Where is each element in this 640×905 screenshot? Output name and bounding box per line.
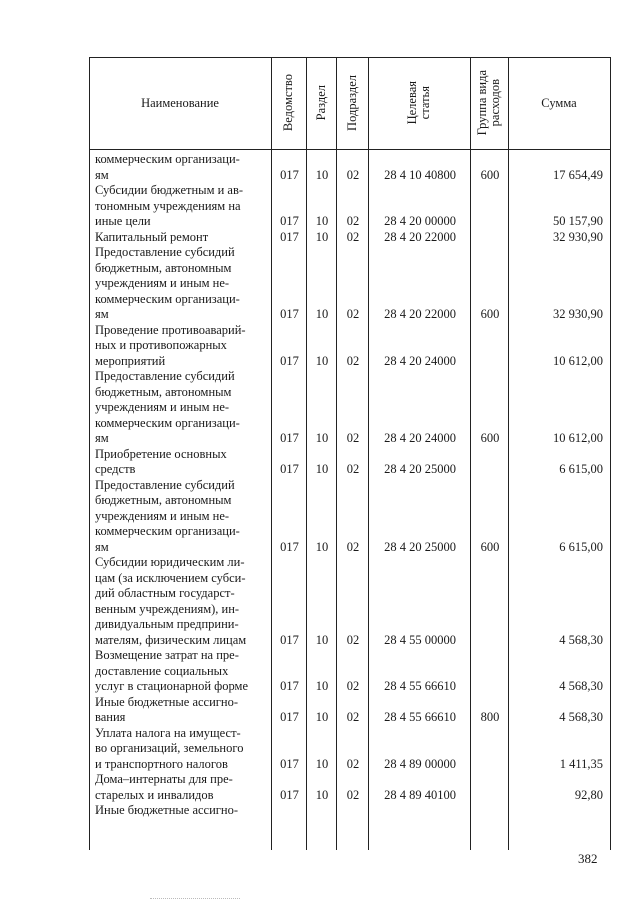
row-name-line: ных и противопожарных [95,338,227,352]
row-razdel: 10 [315,214,329,228]
header-gruppa-label-1: Группа вида [475,70,489,136]
row-razdel: 10 [315,679,329,693]
header-celevaya-label-1: Целевая [405,81,419,125]
row-name [95,323,264,370]
row-celevaya-statya: 28 4 20 24000 [384,431,456,445]
row-name-line: учреждениям и иным не- [95,400,230,414]
row-name [95,183,264,230]
row-name-line: ям [95,167,109,182]
row-razdel: 10 [315,353,329,368]
row-name [95,555,264,648]
header-podrazdel [336,57,368,149]
row-vedomstvo: 017 [280,229,299,244]
header-celevaya-label-2: статья [418,86,432,120]
row-celevaya-statya: 28 4 10 40800 [384,167,456,182]
row-gruppa: 800 [480,710,500,724]
row-name-line: коммерческим организаци- [95,524,240,538]
row-name [95,245,264,323]
header-divider [89,149,611,150]
row-name-line: Уплата налога на имущест- [95,725,241,740]
row-gruppa: 600 [480,431,500,445]
row-podrazdel: 02 [346,679,360,693]
header-vedomstvo [271,57,306,149]
row-name-line: иные цели [95,214,151,228]
row-celevaya-statya: 28 4 89 00000 [384,756,456,771]
row-podrazdel: 02 [346,431,360,445]
row-name-line: вания [95,710,126,724]
row-summa: 32 930,90 [553,229,603,244]
row-razdel: 10 [315,462,329,476]
row-name-line: Иные бюджетные ассигно- [95,803,239,817]
budget-table [89,57,611,850]
row-name-line: средств [95,462,136,476]
row-name-line: ям [95,431,109,445]
row-celevaya-statya: 28 4 20 24000 [384,353,456,368]
header-razdel-label: Раздел [313,85,328,121]
row-name-line: Предоставление субсидий [95,477,235,492]
row-podrazdel: 02 [346,214,360,228]
page-number: 382 [578,851,598,866]
header-name [89,57,271,149]
row-gruppa: 600 [480,307,500,321]
row-name-line: и транспортного налогов [95,756,228,771]
row-name-line: учреждениям и иным не- [95,276,230,290]
row-celevaya-statya: 28 4 20 22000 [384,229,456,244]
row-vedomstvo: 017 [280,787,299,802]
row-vedomstvo: 017 [280,431,299,445]
scan-artifact [150,898,240,899]
row-podrazdel: 02 [346,462,360,476]
header-summa [508,57,610,149]
row-name-line: бюджетным, автономным [95,493,232,507]
row-name-line: Иные бюджетные ассигно- [95,694,239,709]
row-podrazdel: 02 [346,353,360,368]
row-name-line: Капитальный ремонт [95,229,209,244]
row-summa: 32 930,90 [553,307,603,321]
row-razdel: 10 [315,710,329,724]
header-podrazdel-label: Подраздел [344,75,359,131]
row-name-line: Проведение противоаварий- [95,322,246,337]
row-razdel: 10 [315,787,329,802]
row-razdel: 10 [315,539,329,554]
row-razdel: 10 [315,756,329,771]
row-name [95,447,264,478]
row-podrazdel: 02 [346,710,360,724]
row-razdel: 10 [315,229,329,244]
row-podrazdel: 02 [346,539,360,554]
row-celevaya-statya: 28 4 55 00000 [384,632,456,647]
row-name-line: мероприятий [95,353,166,368]
header-summa-label: Сумма [541,95,577,110]
row-name-line: Субсидии юридическим ли- [95,555,245,569]
row-name [95,648,264,695]
header-vedomstvo-label: Ведомство [281,74,295,132]
row-name [95,478,264,556]
row-name-line: коммерческим организаци- [95,152,240,166]
row-summa: 10 612,00 [553,353,603,368]
row-celevaya-statya: 28 4 20 25000 [384,462,456,476]
table-border-left [89,57,90,850]
row-summa: 1 411,35 [559,756,603,771]
row-name-line: доставление социальных [95,663,229,678]
header-name-label: Наименование [141,95,219,110]
row-vedomstvo: 017 [280,307,299,321]
row-celevaya-statya: 28 4 20 25000 [384,539,456,554]
row-summa: 50 157,90 [553,214,603,228]
row-name [95,230,264,246]
header-celevaya-statya [368,57,470,149]
row-vedomstvo: 017 [280,462,299,476]
row-summa: 10 612,00 [553,431,603,445]
row-summa: 6 615,00 [559,462,603,476]
row-name-line: учреждениям и иным не- [95,508,230,523]
header-gruppa-label-2: расходов [488,79,502,127]
row-name-line: тономным учреждениям на [95,198,241,213]
row-vedomstvo: 017 [280,167,299,182]
row-name-line: Приобретение основных [95,446,227,461]
row-summa: 6 615,00 [559,539,603,554]
row-vedomstvo: 017 [280,539,299,554]
row-name-line: Дома–интернаты для пре- [95,772,233,786]
row-summa: 17 654,49 [553,167,603,182]
row-gruppa: 600 [480,167,500,182]
row-name-line: бюджетным, автономным [95,384,232,399]
row-name-line: Предоставление субсидий [95,245,235,259]
row-name-line: венным учреждениям), ин- [95,601,240,616]
row-podrazdel: 02 [346,307,360,321]
row-name-line: Предоставление субсидий [95,369,235,383]
row-celevaya-statya: 28 4 89 40100 [384,787,456,802]
row-celevaya-statya: 28 4 55 66610 [384,710,456,724]
row-gruppa: 600 [480,539,500,554]
row-vedomstvo: 017 [280,632,299,647]
row-name-line: коммерческим организаци- [95,415,240,430]
row-name-line: дивидуальным предприни- [95,617,239,631]
row-name-line: Возмещение затрат на пре- [95,648,239,662]
row-podrazdel: 02 [346,632,360,647]
row-name-line: цам (за исключением субси- [95,570,246,585]
row-razdel: 10 [315,431,329,445]
row-razdel: 10 [315,632,329,647]
row-celevaya-statya: 28 4 20 22000 [384,307,456,321]
row-name [95,695,264,726]
row-celevaya-statya: 28 4 20 00000 [384,214,456,228]
row-razdel: 10 [315,167,329,182]
table-border-right [610,57,611,850]
row-celevaya-statya: 28 4 55 66610 [384,679,456,693]
row-name [95,152,264,183]
row-name-line: ям [95,307,109,321]
row-name [95,803,264,819]
row-podrazdel: 02 [346,787,360,802]
row-podrazdel: 02 [346,167,360,182]
row-name-line: ям [95,539,109,554]
row-name-line: старелых и инвалидов [95,787,214,802]
row-summa: 4 568,30 [559,679,603,693]
row-name-line: коммерческим организаци- [95,291,240,306]
row-name-line: услуг в стационарной форме [95,679,249,693]
row-podrazdel: 02 [346,756,360,771]
row-vedomstvo: 017 [280,353,299,368]
row-name-line: дий областным государст- [95,586,235,600]
header-razdel [306,57,336,149]
row-name-line: мателям, физическим лицам [95,632,247,647]
row-name [95,726,264,773]
row-vedomstvo: 017 [280,710,299,724]
row-podrazdel: 02 [346,229,360,244]
row-name [95,772,264,803]
header-gruppa [470,57,508,149]
row-name-line: бюджетным, автономным [95,260,232,275]
row-name-line: во организаций, земельного [95,741,244,755]
row-razdel: 10 [315,307,329,321]
row-summa: 92,80 [574,787,603,802]
row-summa: 4 568,30 [559,632,603,647]
row-summa: 4 568,30 [559,710,603,724]
row-vedomstvo: 017 [280,679,299,693]
row-name-line: Субсидии бюджетным и ав- [95,183,244,197]
row-name [95,369,264,447]
row-vedomstvo: 017 [280,214,299,228]
row-vedomstvo: 017 [280,756,299,771]
